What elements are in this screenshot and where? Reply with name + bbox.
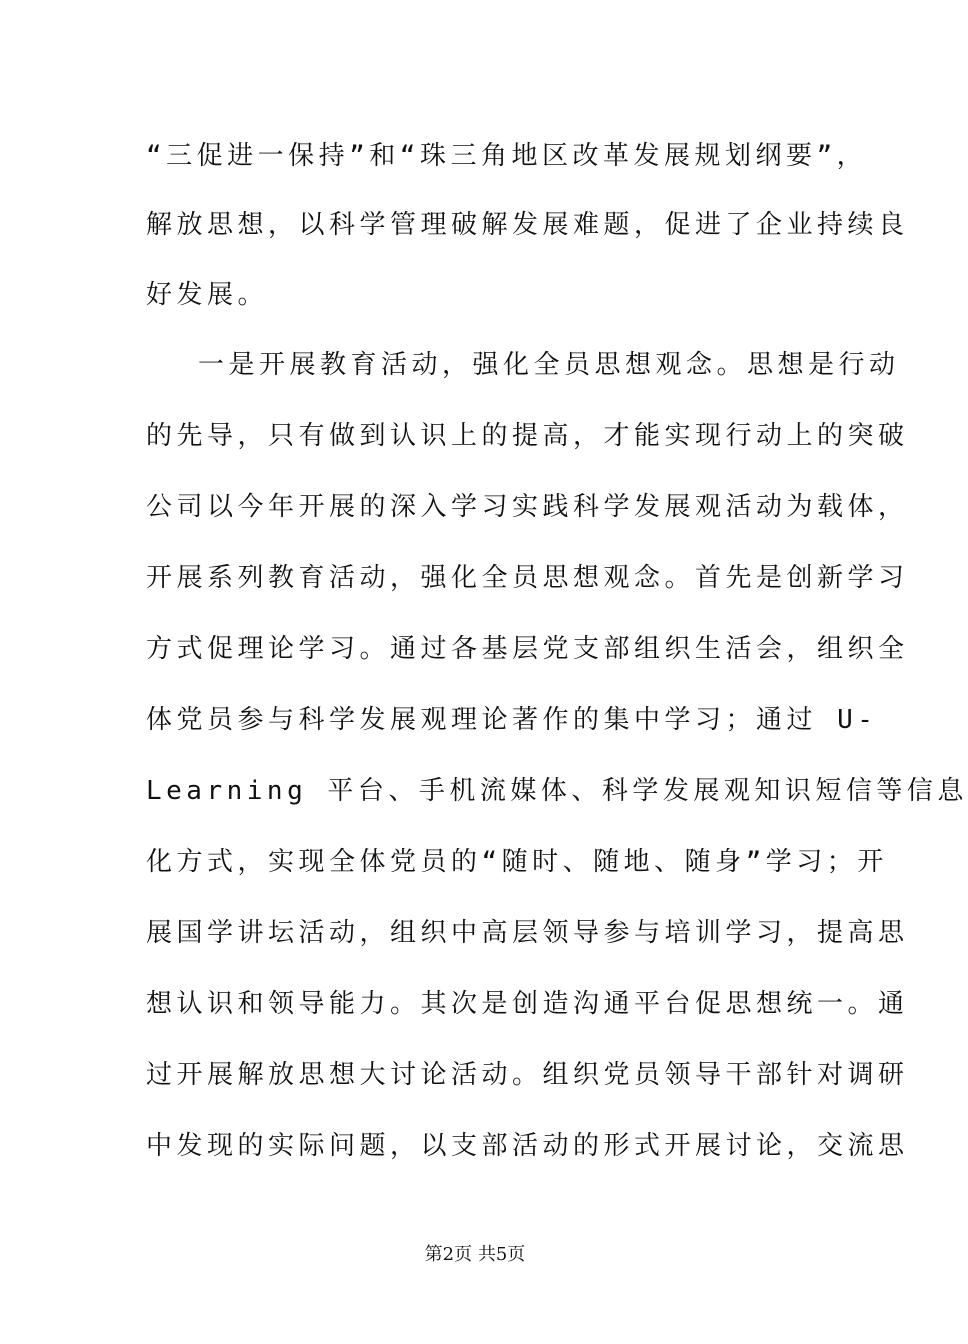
text-line-6: 公司以今年开展的深入学习实践科学发展观活动为载体， (146, 492, 909, 522)
text-line-7: 开展系列教育活动，强化全员思想观念。首先是创新学习 (146, 563, 909, 593)
text-line-11: 化方式，实现全体党员的“随时、随地、随身”学习；开 (146, 847, 888, 877)
text-line-9: 体党员参与科学发展观理论著作的集中学习；通过 U- (146, 705, 878, 735)
text-line-12: 展国学讲坛活动，组织中高层领导参与培训学习，提高思 (146, 918, 909, 948)
text-line-14: 过开展解放思想大讨论活动。组织党员领导干部针对调研 (146, 1060, 909, 1090)
text-line-4: 一是开展教育活动，强化全员思想观念。思想是行动 (198, 350, 900, 380)
text-line-5: 的先导，只有做到认识上的提高，才能实现行动上的突破 (146, 421, 909, 451)
page-number-footer: 第2页 共5页 (424, 1244, 526, 1265)
text-line-8: 方式促理论学习。通过各基层党支部组织生活会，组织全 (146, 634, 909, 664)
text-line-10: Learning 平台、手机流媒体、科学发展观知识短信等信息 (146, 776, 968, 806)
text-line-1: “三促进一保持”和“珠三角地区改革发展规划纲要”， (146, 141, 868, 171)
text-line-13: 想认识和领导能力。其次是创造沟通平台促思想统一。通 (146, 989, 909, 1019)
text-line-15: 中发现的实际问题，以支部活动的形式开展讨论，交流思 (146, 1131, 909, 1161)
text-line-3: 好发展。 (146, 280, 269, 310)
text-line-2: 解放思想，以科学管理破解发展难题，促进了企业持续良 (146, 210, 909, 240)
